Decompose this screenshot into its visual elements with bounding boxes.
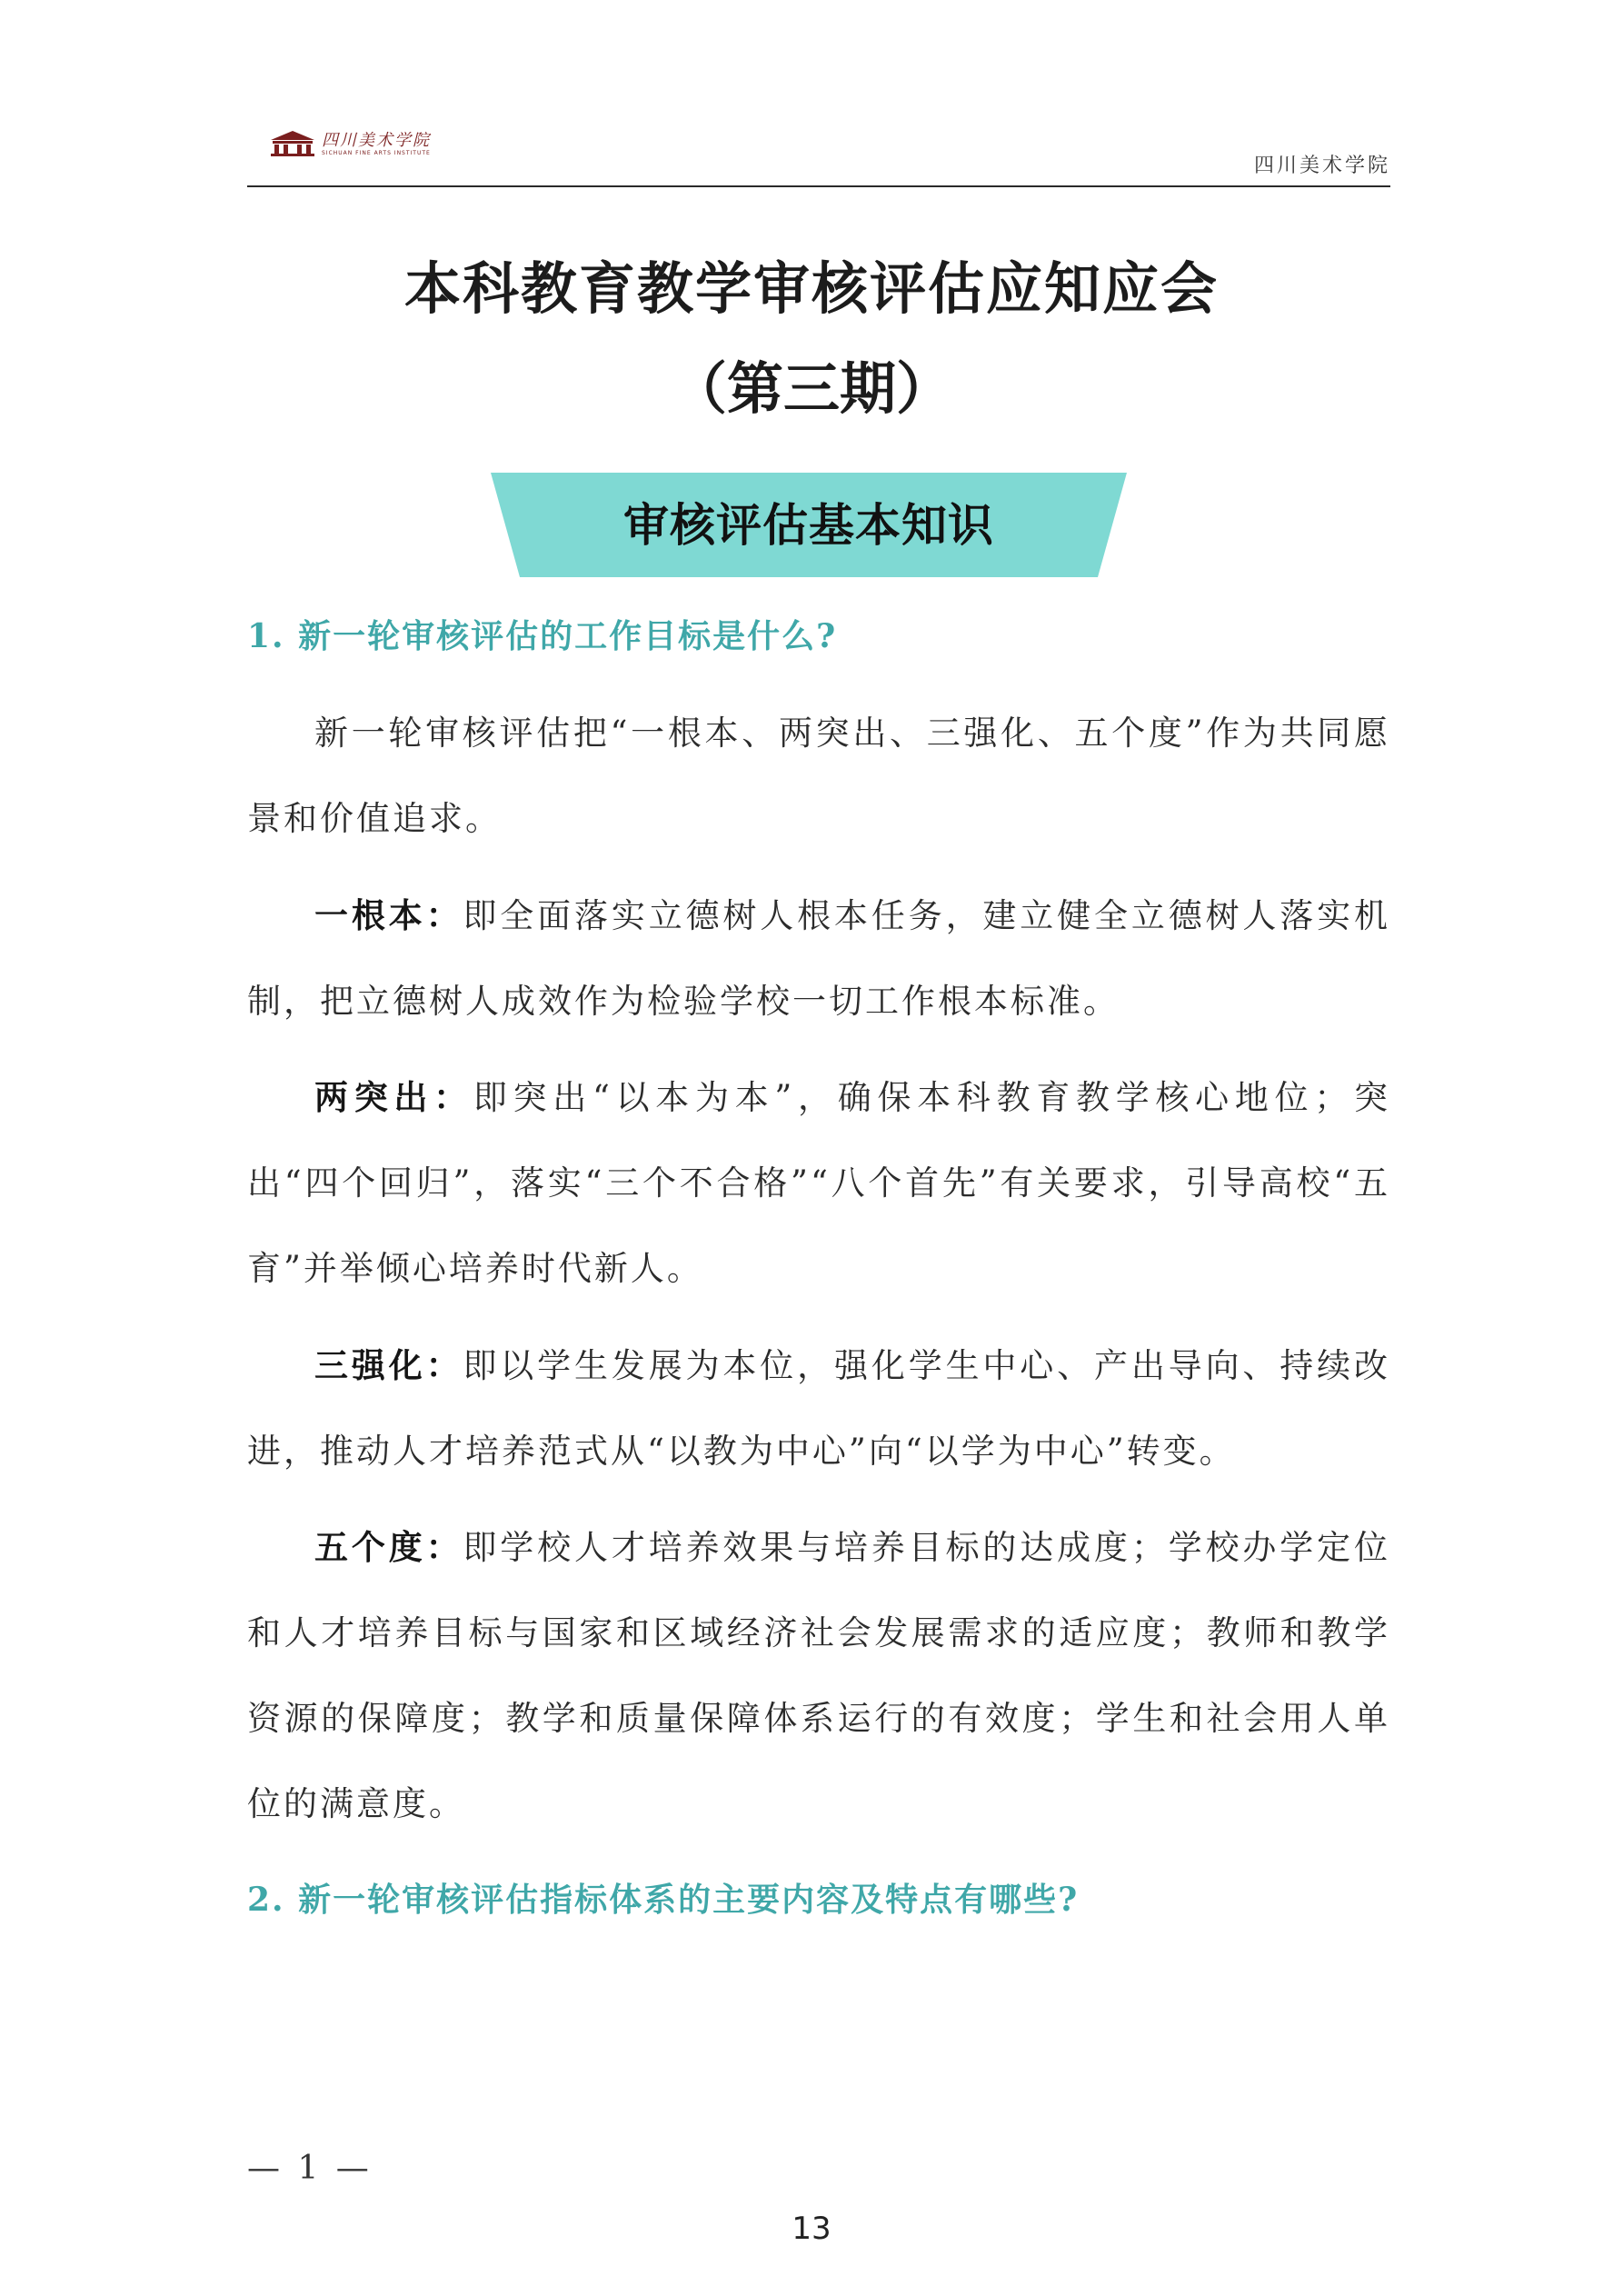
logo-chinese-name: 四川美术学院 (322, 131, 431, 150)
logo-english-name: SICHUAN FINE ARTS INSTITUTE (322, 150, 431, 156)
header-school-name: 四川美术学院 (1253, 155, 1390, 177)
intro-paragraph: 新一轮审核评估把“一根本、两突出、三强化、五个度”作为共同愿景和价值追求。 (247, 714, 1390, 838)
item-paragraph (247, 1054, 1390, 1312)
item-paragraph (247, 1504, 1390, 1847)
item-text: 即全面落实立德树人根本任务，建立健全立德树人落实机制，把立德树人成效作为检验学校一切工作根本标准。 (247, 896, 1391, 1021)
page-number: — 1 — (247, 2150, 373, 2187)
item-text: 即以学生发展为本位，强化学生中心、产出导向、持续改进，推动人才培养范式从“以教为中心”向“以学为中心”转变。 (247, 1346, 1391, 1471)
item-term: 三强化： (314, 1345, 463, 1385)
item-term: 一根本： (314, 895, 463, 935)
section-heading: 审核评估基本知识 (623, 498, 994, 552)
item-text: 即学校人才培养效果与培养目标的达成度；学校办学定位和人才培养目标与国家和区域经济社会发展需求的适应度；教师和教学资源的保障度；教学和质量保障体系运行的有效度；学生和社会用人单位的满意度。 (247, 1528, 1391, 1823)
section-banner (491, 473, 1127, 577)
item-text: 即突出“以本为本”，确保本科教育教学核心地位；突出“四个回归”，落实“三个不合格”“八个首先”有关要求，引导高校“五育”并举倾心培养时代新人。 (247, 1078, 1390, 1288)
building-icon (269, 129, 316, 156)
item-paragraph (247, 873, 1390, 1044)
item-term: 五个度： (314, 1527, 463, 1567)
document-title: 本科教育教学审核评估应知应会 (403, 255, 1219, 322)
document-issue: （第三期） (670, 355, 952, 422)
item-term: 两突出： (314, 1077, 473, 1117)
question-2-heading: 2. 新一轮审核评估指标体系的主要内容及特点有哪些? (247, 1881, 1080, 1919)
school-logo (269, 129, 431, 156)
page-header (247, 118, 1390, 187)
sheet-number: 13 (792, 2211, 831, 2247)
item-paragraph (247, 1323, 1390, 1494)
question-1-heading: 1. 新一轮审核评估的工作目标是什么? (247, 617, 838, 655)
